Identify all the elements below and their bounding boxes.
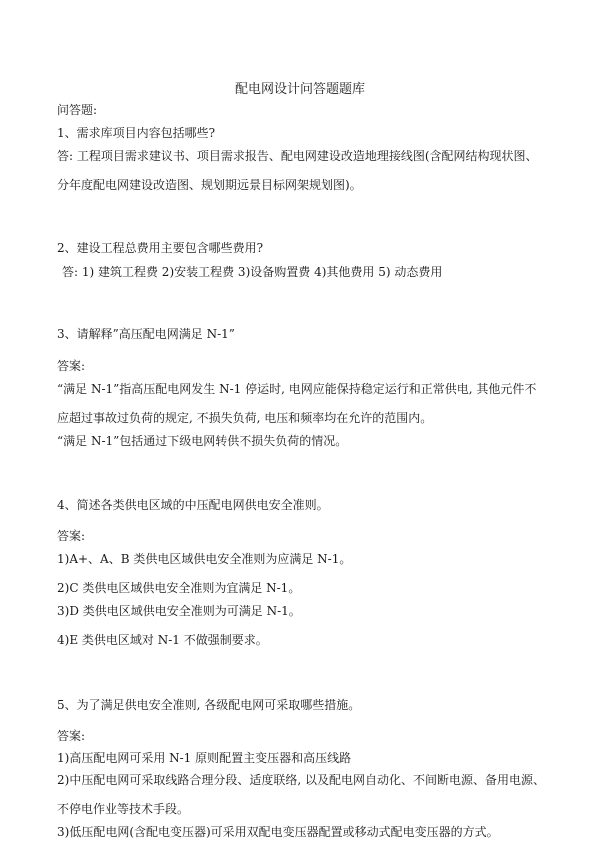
question-4: 4、简述各类供电区域的中压配电网供电安全准则。 (57, 498, 329, 512)
answer-5-line-4: 3)低压配电网(含配电变压器)可采用双配电变压器配置或移动式配电变压器的方式。 (57, 825, 499, 839)
document-title: 配电网设计问答题题库 (234, 82, 365, 97)
answer-4-line-4: 4)E 类供电区域对 N-1 不做强制要求。 (57, 633, 268, 647)
question-2: 2、建设工程总费用主要包含哪些费用? (57, 241, 264, 255)
answer-5-line-2: 2)中压配电网可采取线路合理分段、适度联络, 以及配电网自动化、不间断电源、备用电源、 (57, 773, 545, 787)
answer-3-line-2: 应超过事故过负荷的规定, 不损失负荷, 电压和频率均在允许的范围内。 (57, 411, 433, 425)
answer-4-line-1: 1)A+、A、B 类供电区域供电安全准则为应满足 N-1。 (57, 552, 352, 566)
answer-3-label: 答案: (57, 359, 86, 373)
answer-3-line-1: “满足 N-1”指高压配电网发生 N-1 停运时, 电网应能保持稳定运行和正常供电, 其他元件不 (57, 382, 537, 396)
answer-5-label: 答案: (57, 729, 86, 743)
question-5: 5、为了满足供电安全准则, 各级配电网可采取哪些措施。 (57, 698, 361, 712)
answer-3-line-3: “满足 N-1”包括通过下级电网转供不损失负荷的情况。 (57, 434, 348, 448)
section-label: 问答题: (57, 103, 98, 117)
answer-4-label: 答案: (57, 529, 86, 543)
answer-1-line-2: 分年度配电网建设改造图、规划期远景目标网架规划图)。 (57, 178, 362, 192)
answer-5-line-1: 1)高压配电网可采用 N-1 原则配置主变压器和高压线路 (57, 751, 352, 765)
answer-4-line-2: 2)C 类供电区域供电安全准则为宜满足 N-1。 (57, 581, 301, 595)
answer-1-line-1: 答: 工程项目需求建议书、项目需求报告、配电网建设改造地理接线图(含配网结构现状图、 (57, 149, 538, 163)
answer-4-line-3: 3)D 类供电区域供电安全准则为可满足 N-1。 (57, 604, 301, 618)
answer-2-line-1: 答: 1) 建筑工程费 2)安装工程费 3)设备购置费 4)其他费用 5) 动态费用 (62, 265, 443, 279)
question-1: 1、需求库项目内容包括哪些? (57, 126, 216, 140)
answer-5-line-3: 不停电作业等技术手段。 (57, 802, 190, 816)
question-3: 3、请解释”高压配电网满足 N-1” (57, 327, 235, 341)
